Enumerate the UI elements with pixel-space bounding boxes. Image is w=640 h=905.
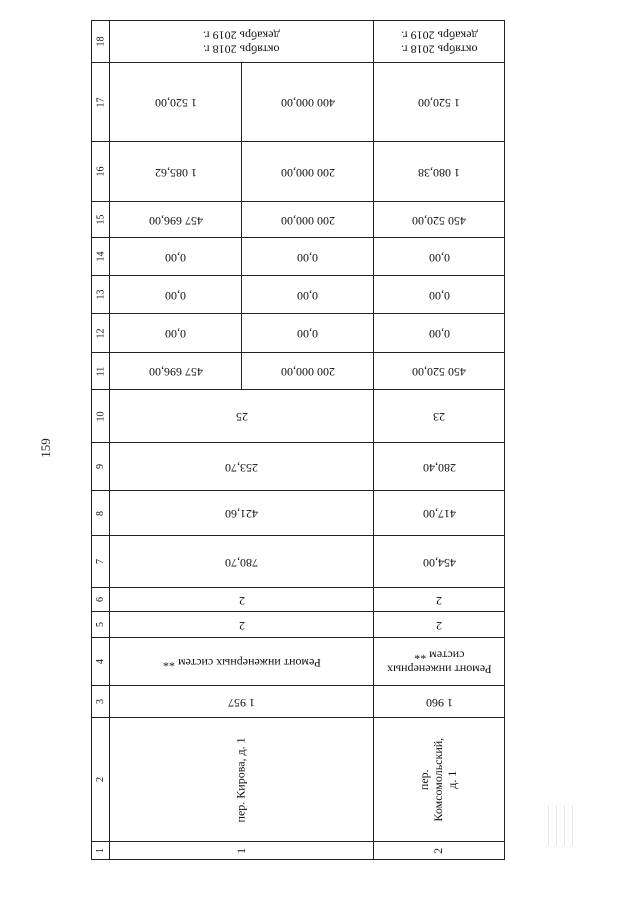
page-number: 159 bbox=[37, 438, 53, 458]
table-row bbox=[92, 238, 504, 276]
value-cell: 0,00 bbox=[297, 326, 318, 341]
value-cell: 0,00 bbox=[428, 250, 450, 265]
value-cell: 1 bbox=[233, 847, 248, 854]
row-number: 11 bbox=[94, 366, 106, 376]
work-type-cell: Ремонт инженерных систем ** bbox=[386, 648, 492, 677]
value-cell: 2 bbox=[238, 618, 245, 633]
row-number: 18 bbox=[95, 36, 106, 47]
value-cell: 454,00 bbox=[422, 555, 456, 570]
table-row bbox=[92, 63, 504, 142]
row-number: 3 bbox=[95, 699, 106, 704]
table-row bbox=[92, 842, 504, 859]
value-cell: 421,60 bbox=[225, 506, 258, 521]
row-number: 10 bbox=[95, 411, 106, 421]
value-cell: 200 000,00 bbox=[280, 165, 335, 180]
row-number: 9 bbox=[95, 464, 106, 469]
table-row bbox=[92, 638, 504, 686]
value-cell: 1 957 bbox=[228, 695, 255, 710]
value-cell: 417,00 bbox=[422, 506, 456, 521]
value-cell: 0,00 bbox=[428, 326, 450, 341]
table-row bbox=[92, 588, 504, 612]
table-row bbox=[92, 443, 504, 491]
value-cell: 0,00 bbox=[297, 288, 318, 303]
value-cell: 2 bbox=[431, 847, 446, 854]
row-number: 12 bbox=[95, 328, 106, 338]
value-cell: 280,40 bbox=[422, 460, 456, 475]
value-cell: 0,00 bbox=[297, 250, 318, 265]
table-row bbox=[92, 491, 504, 536]
work-type-cell: Ремонт инженерных систем ** bbox=[162, 655, 321, 670]
value-cell: 1 080,38 bbox=[418, 165, 460, 180]
table-row bbox=[92, 202, 504, 238]
period-cell: октябрь 2018 г. декабрь 2019 г. bbox=[203, 28, 280, 57]
row-number: 17 bbox=[95, 97, 106, 107]
value-cell: 450 520,00 bbox=[412, 213, 466, 228]
table-row bbox=[92, 718, 504, 842]
row-number: 5 bbox=[95, 622, 106, 627]
value-cell: 2 bbox=[436, 618, 442, 633]
row-number: 15 bbox=[95, 214, 106, 225]
address-cell: пер. Комсомольский, д. 1 bbox=[417, 737, 459, 822]
value-cell: 253,70 bbox=[225, 460, 258, 475]
scan-artifact bbox=[548, 805, 578, 845]
value-cell: 1 520,00 bbox=[418, 95, 460, 110]
row-number: 16 bbox=[95, 166, 106, 177]
value-cell: 1 520,00 bbox=[154, 95, 197, 110]
data-table bbox=[91, 20, 505, 860]
value-cell: 450 520,00 bbox=[412, 364, 466, 379]
address-cell: пер. Кирова, д. 1 bbox=[233, 736, 248, 823]
row-number: 1 bbox=[95, 848, 106, 853]
value-cell: 0,00 bbox=[165, 250, 186, 265]
table-row bbox=[92, 21, 504, 63]
value-cell: 457 696,00 bbox=[148, 364, 203, 379]
row-number: 13 bbox=[95, 289, 106, 300]
row-number: 7 bbox=[95, 559, 106, 564]
value-cell: 400 000,00 bbox=[280, 95, 335, 110]
row-number: 4 bbox=[95, 659, 106, 664]
value-cell: 0,00 bbox=[165, 326, 186, 341]
row-number: 2 bbox=[95, 777, 106, 782]
table-row bbox=[92, 353, 504, 390]
value-cell: 200 000,00 bbox=[280, 213, 335, 228]
table-row bbox=[92, 314, 504, 353]
value-cell: 1 085,62 bbox=[154, 165, 197, 180]
value-cell: 2 bbox=[238, 593, 245, 608]
table-row bbox=[92, 142, 504, 202]
value-cell: 200 000,00 bbox=[280, 364, 335, 379]
value-cell: 457 696,00 bbox=[148, 213, 203, 228]
row-number: 6 bbox=[95, 597, 106, 602]
table-row bbox=[92, 276, 504, 314]
row-number: 8 bbox=[95, 510, 106, 516]
value-cell: 1 960 bbox=[425, 695, 453, 710]
value-cell: 23 bbox=[433, 409, 445, 424]
row-number: 14 bbox=[95, 251, 106, 262]
value-cell: 0,00 bbox=[428, 288, 450, 303]
value-cell: 25 bbox=[235, 409, 248, 424]
table-row bbox=[92, 686, 504, 718]
table-row bbox=[92, 612, 504, 638]
table-row bbox=[92, 390, 504, 443]
period-cell: октябрь 2018 г. декабрь 2019 г. bbox=[400, 28, 478, 57]
table-row bbox=[92, 536, 504, 588]
value-cell: 780,70 bbox=[225, 555, 258, 570]
value-cell: 2 bbox=[436, 593, 442, 608]
value-cell: 0,00 bbox=[165, 288, 186, 303]
